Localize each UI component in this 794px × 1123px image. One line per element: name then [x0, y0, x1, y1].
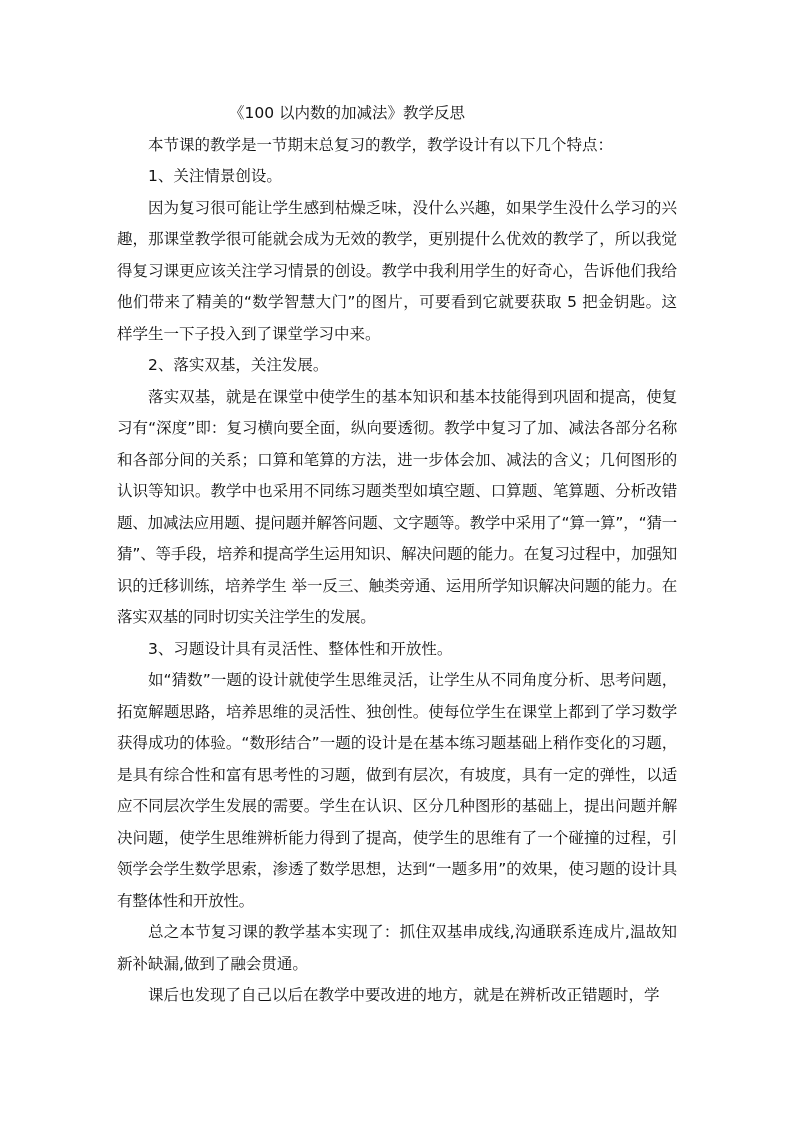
paragraph-2: 落实双基，就是在课堂中使学生的基本知识和基本技能得到巩固和提高，使复习有“深度”即：复习横向要全面，纵向要透彻。教学中复习了加、减法各部分名称和各部分间的关系；口算和笔算的方法，进一步体会加、减法的含义；几何图形的认识等知识。教学中也采用不同练习题类型如填空题、口算题、笔算题、分析改错题、加减法应用题、提问题并解答问题、文字题等。教学中采用了“算一算”，“猜一猜”、等手段，培养和提高学生运用知识、解决问题的能力。在复习过程中，加强知识的迁移训练，培养学生 举一反三、触类旁通、运用所学知识解决问题的能力。在落实双基的同时切实关注学生的发展。: [117, 387, 677, 626]
paragraph-improvement: 课后也发现了自己以后在教学中要改进的地方，就是在辨析改正错题时，学: [148, 986, 660, 1004]
document-body: [117, 98, 677, 1012]
heading-1: 1、关注情景创设。: [148, 167, 282, 185]
paragraph-summary: 总之本节复习课的教学基本实现了：抓住双基串成线,沟通联系连成片,温故知新补缺漏,做到了融会贯通。: [117, 923, 677, 973]
paragraph-intro: 本节课的教学是一节期末总复习的教学，教学设计有以下几个特点：: [148, 135, 614, 154]
document-title: 《100 以内数的加减法》教学反思: [229, 104, 466, 122]
heading-2: 2、落实双基，关注发展。: [148, 356, 329, 374]
heading-3: 3、习题设计具有灵活性、整体性和开放性。: [148, 639, 453, 658]
paragraph-1: 因为复习很可能让学生感到枯燥乏味，没什么兴趣，如果学生没什么学习的兴趣，那课堂教学很可能就会成为无效的教学，更别提什么优效的教学了，所以我觉得复习课更应该关注学习情景的创设。教学中我利用学生的好奇心，告诉他们我给他们带来了精美的“数学智慧大门”的图片，可要看到它就要获取 5 把金钥匙。这样学生一下子投入到了课堂学习中来。: [117, 198, 677, 343]
paragraph-3: 如“猜数”一题的设计就使学生思维灵活，让学生从不同角度分析、思考问题，拓宽解题思路，培养思维的灵活性、独创性。使每位学生在课堂上都到了学习数学获得成功的体验。“数形结合”一题的设计是在基本练习题基础上稍作变化的习题，是具有综合性和富有思考性的习题，做到有层次，有坡度，具有一定的弹性，以适应不同层次学生发展的需要。学生在认识、区分几种图形的基础上，提出问题并解决问题，使学生思维辨析能力得到了提高，使学生的思维有了一个碰撞的过程，引领学会学生数学思索，渗透了数学思想，达到“一题多用”的效果，使习题的设计具有整体性和开放性。: [117, 671, 677, 910]
